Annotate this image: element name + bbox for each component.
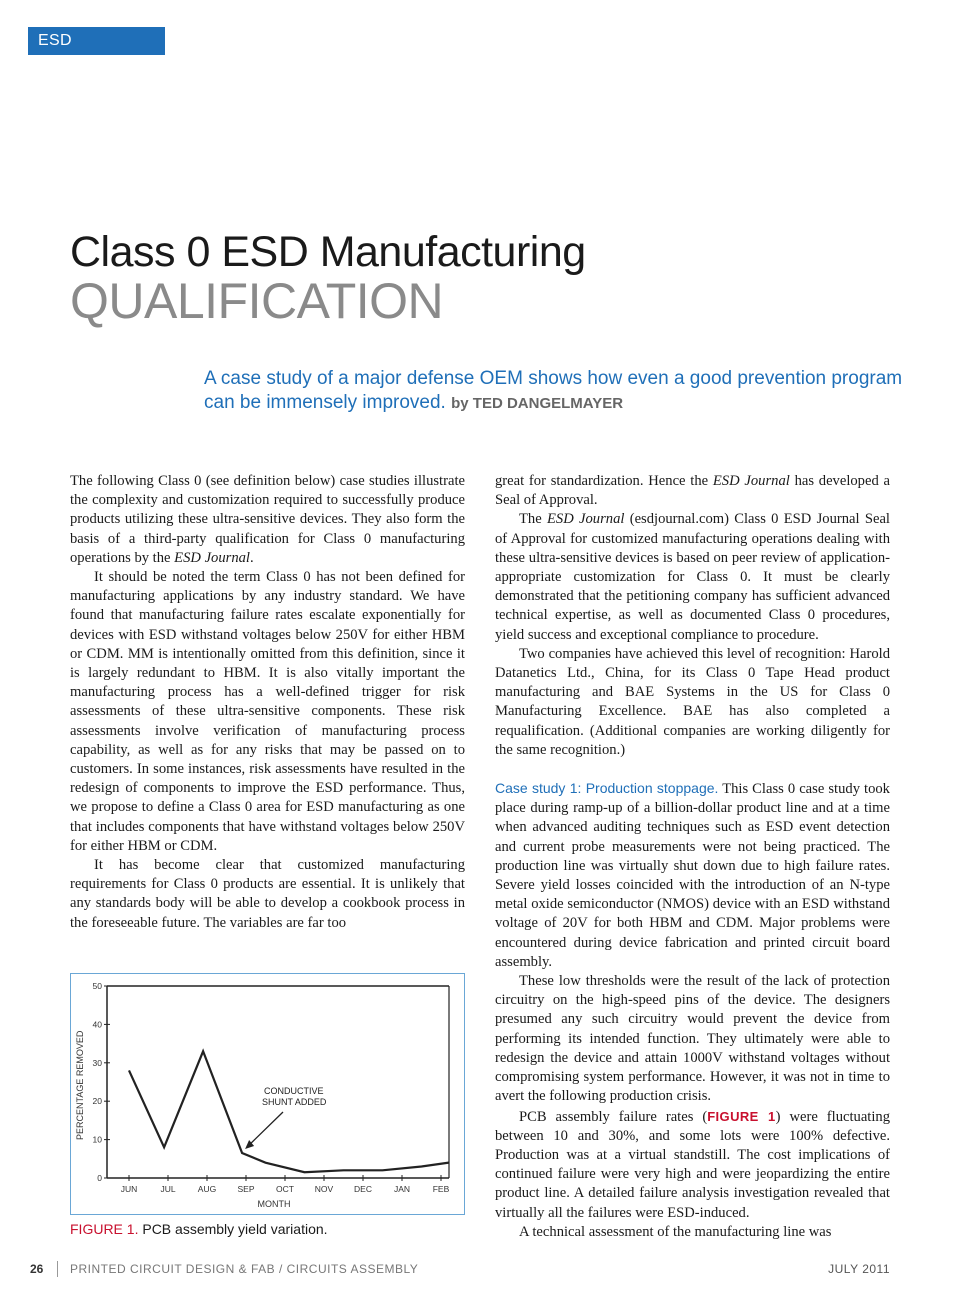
figure-1 — [70, 973, 465, 1215]
section-tab-light: ESD — [38, 32, 72, 49]
right-p2-start: The — [519, 511, 547, 528]
article-title-line1: Class 0 ESD Manufacturing — [70, 228, 586, 276]
annotation-arrow — [249, 1112, 283, 1145]
right-p1-text: great for standardization. Hence the — [495, 473, 713, 489]
caption-label: FIGURE 1. — [70, 1221, 139, 1237]
x-tick-label-nov: NOV — [314, 1184, 334, 1194]
right-p6-text: ) were fluctuating between 10 and 30%, and some lots were 100% defective. Production was at a virtual standstill. The cost implications of continued failure were very high and were jeopardizing the entire product line. A detailed failure analysis investigation revealed that virtually all the failures were ESD-induced. — [495, 1108, 891, 1221]
right-p4-text: This Class 0 case study took place during ramp-up of a billion-dollar product line and at a time when advanced auditing techniques such as ESD event detection and current probe measurements were not being practiced. The production line was virtually shut down due to high failure rates. Severe yield losses coincided with the introduction of an N-type metal oxide semiconductor (NMOS) device with an ESD withstand voltage of 20V for both HBM and CDM. Major problems were encountered during device fabrication and printed circuit board assembly. — [495, 781, 890, 970]
deck-text: A case study of a major defense OEM shows how even a good prevention program can be immensely improved. — [204, 368, 903, 413]
left-p1-end: . — [249, 549, 254, 566]
chart-axes — [104, 986, 449, 1181]
y-tick-label: 30 — [92, 1057, 102, 1068]
right-p1-end: has developed a Seal of Approval. — [495, 473, 890, 509]
right-p2-text: (esdjournal.com) Class 0 ESD Journal Seal of Approval for customized manufacturing operations dealing with these ultra-sensitive devices is based on peer review of application-appropriate customization for Class 0. It must be clearly demonstrated that the petitioning company has sufficient advanced technical expertise, as well as documented Class 0 procedures, yield success and exceptional compliance to procedure. — [495, 511, 890, 643]
right-paragraph-5: These low thresholds were the result of the lack of protection circuitry on the high-speed pins of the device. The designers presumed any such circuitry would prevent the device from performing its intended function. They ultimately were able to redesign the device and attain 1000V withstand voltages without compromising system performance. However, it was not in time to avert the following production crisis. — [495, 973, 890, 1105]
section-tab-bold: STADARDS — [38, 60, 129, 77]
right-paragraph-1 — [495, 472, 890, 510]
right-p2-journal: ESD Journal — [546, 511, 625, 528]
x-tick-label-oct: OCT — [276, 1184, 294, 1194]
figure-caption — [70, 1221, 328, 1237]
left-paragraph-1 — [70, 472, 465, 568]
right-paragraph-4 — [495, 779, 890, 972]
chart-series — [107, 986, 449, 1172]
x-tick-label-dec: DEC — [354, 1184, 372, 1194]
right-paragraph-3: Two companies have achieved this level of recognition: Harold Datanetics Ltd., China, for its Class 0 Tape Head product manufacturing and BAE Systems in the US for Class 0 Manufacturing Excellence. BAE has also completed a requalification. (Additional companies are working diligently for the same recognition.) — [495, 645, 890, 758]
footer-divider — [57, 1261, 58, 1277]
page-number: 26 — [30, 1262, 44, 1276]
article-title-line2: QUALIFICATION — [70, 273, 444, 329]
caption-text: PCB assembly yield variation. — [138, 1221, 328, 1237]
y-tick-label: 10 — [92, 1134, 102, 1145]
x-axis-label: MONTH — [257, 1199, 291, 1209]
y-tick-label: 20 — [92, 1096, 102, 1107]
x-tick-label-feb: FEB — [432, 1184, 450, 1194]
case-study-heading: Case study 1: Production stoppage. — [495, 780, 719, 797]
left-paragraph-3: It has become clear that customized manufacturing requirements for Class 0 products are essential. It is unlikely that any standards body will be able to develop a cookbook process in the foreseeable future. The variables are far too — [70, 857, 465, 931]
right-p6-start: PCB assembly failure rates ( — [519, 1108, 708, 1125]
right-column — [495, 472, 890, 1242]
annotation-line2: SHUNT ADDED — [262, 1097, 327, 1107]
right-paragraph-2 — [495, 510, 890, 644]
x-tick-label-sep: SEP — [237, 1184, 255, 1194]
y-axis-label: PERCENTAGE REMOVED — [75, 1030, 85, 1140]
x-tick-label-jul: JUL — [160, 1184, 176, 1194]
y-tick-label: 50 — [92, 981, 102, 991]
left-p1-text: The following Class 0 (see definition below) case studies illustrate the complexity and customization required to successfully produce products utilizing these ultra-sensitive devices. They also form the basis of a third-party qualification for Class 0 manufacturing operations by the — [70, 473, 465, 566]
series-removal-rate — [129, 1051, 449, 1172]
right-paragraph-7: A technical assessment of the manufacturing line was — [519, 1223, 832, 1240]
x-tick-label-jun: JUN — [120, 1184, 138, 1194]
left-p1-journal: ESD Journal — [174, 549, 250, 566]
right-p1-journal: ESD Journal — [712, 473, 790, 489]
right-paragraph-6 — [495, 1107, 890, 1223]
y-tick-label: 0 — [97, 1173, 102, 1183]
figure-reference: FIGURE 1 — [707, 1108, 776, 1124]
x-tick-label-aug: AUG — [197, 1184, 217, 1194]
x-tick-label-jan: JAN — [393, 1184, 411, 1194]
section-tab — [28, 27, 165, 77]
byline: by TED DANGELMAYER — [451, 395, 624, 412]
left-column — [70, 472, 465, 933]
article-deck — [204, 367, 904, 416]
annotation-line1: CONDUCTIVE — [264, 1086, 324, 1096]
left-paragraph-2: It should be noted the term Class 0 has not been defined for manufacturing applications by any industry standard. We have found that manufacturing failure rates escalate exponentially for devices with ESD withstand voltages below 250V for either HBM or CDM. MM is intentionally omitted from this definition, since it is largely redundant to HBM. It is also vitally important the manufacturing process has a well-defined trigger for risk assessments of these ultra-sensitive components. These risk assessments involve verification of manufacturing process capability, as well as for any risks that may be passed on to customers. In some instances, risk assessments have resulted in the redesign of components to improve the ESD performance. Thus, we propose to define a Class 0 area for ESD manufacturing as one that includes components that have withstand voltages below 250V for either HBM or CDM. — [70, 569, 465, 854]
y-tick-label: 40 — [92, 1019, 102, 1030]
issue-date: JULY 2011 — [828, 1262, 890, 1276]
yield-chart — [71, 974, 464, 1214]
publication-name: PRINTED CIRCUIT DESIGN & FAB / CIRCUITS ASSEMBLY — [70, 1262, 419, 1276]
